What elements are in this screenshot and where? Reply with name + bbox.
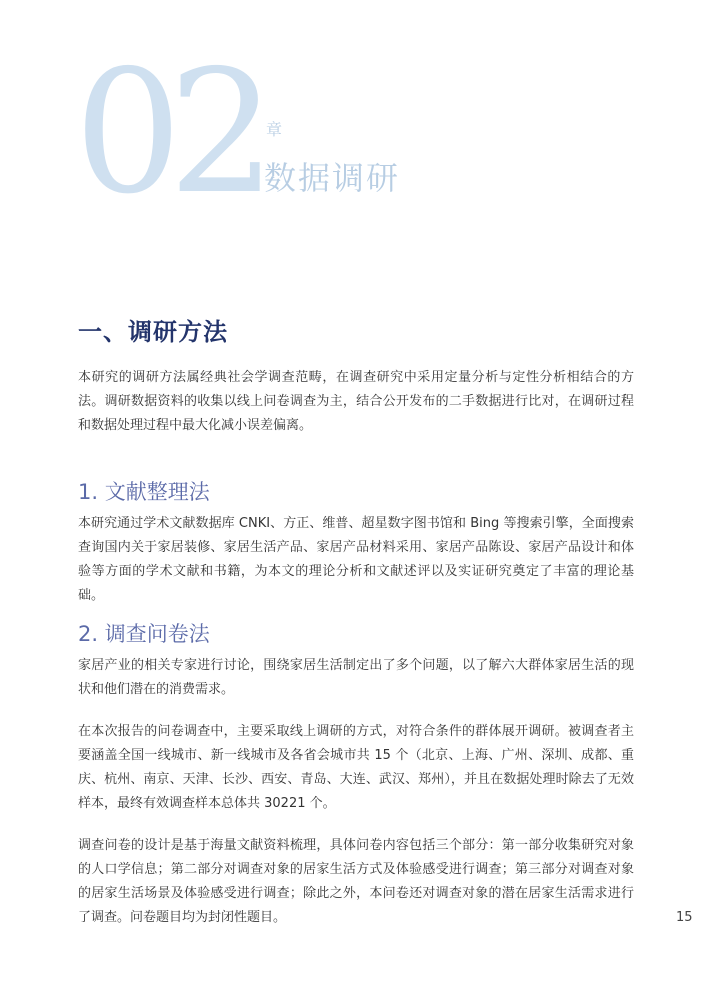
chapter-label: 章 [266,120,283,139]
chapter-title: 数据调研 [264,159,401,197]
section-title: 一、调研方法 [78,318,228,346]
page-number: 15 [676,910,693,925]
method-questionnaire-paragraph-3: 调查问卷的设计是基于海量文献资料梳理，具体问卷内容包括三个部分：第一部分收集研究对象的人口学信息；第二部分对调查对象的居家生活方式及体验感受进行调查；第三部分对调查对象的居家生活场景及体验感受进行调查；除此之外，本问卷还对调查对象的潜在居家生活需求进行了调查。问卷题目均为封闭性题目。 [78,838,634,925]
method-questionnaire-paragraph-1: 家居产业的相关专家进行讨论，围绕家居生活制定出了多个问题，以了解六大群体家居生活的现状和他们潜在的消费需求。 [78,658,634,697]
method-title-questionnaire: 2. 调查问卷法 [78,622,210,646]
method-questionnaire-paragraph-2: 在本次报告的问卷调查中，主要采取线上调研的方式，对符合条件的群体展开调研。被调查者主要涵盖全国一线城市、新一线城市及各省会城市共 15 个（北京、上海、广州、深圳、成都、重庆、杭州、南京、天津、长沙、西安、青岛、大连、武汉、郑州），并且在数据处理时除去了无效样本，最终有效调查样本总体共 30221 个。 [78,724,634,811]
method-literature-paragraph: 本研究通过学术文献数据库 CNKI、方正、维普、超星数字图书馆和 Bing 等搜索引擎，全面搜索查询国内关于家居装修、家居生活产品、家居产品材料采用、家居产品陈设、家居产品设计和体验等方面的学术文献和书籍，为本文的理论分析和文献述评以及实证研究奠定了丰富的理论基础。 [78,516,634,603]
method-title-literature: 1. 文献整理法 [78,480,210,504]
section-intro-paragraph: 本研究的调研方法属经典社会学调查范畴，在调查研究中采用定量分析与定性分析相结合的方法。调研数据资料的收集以线上问卷调查为主，结合公开发布的二手数据进行比对，在调研过程和数据处理过程中最大化减小误差偏离。 [78,370,634,433]
chapter-number: 02 [74,34,263,232]
